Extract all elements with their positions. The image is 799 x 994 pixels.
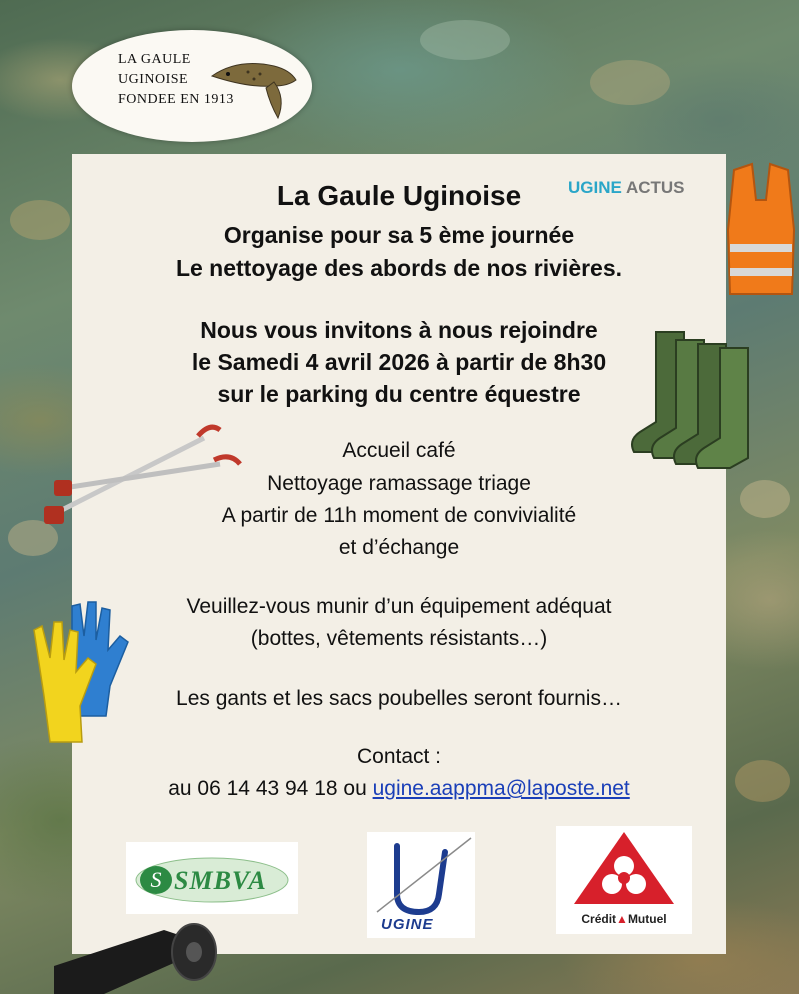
safety-vest-icon xyxy=(722,160,798,300)
club-logo-line2: UGINOISE xyxy=(118,72,189,87)
credit-mutuel-emblem-icon xyxy=(556,826,692,910)
club-logo-line1: LA GAULE xyxy=(118,52,191,67)
trash-bag-roll-icon xyxy=(44,906,224,994)
event-subtitle-2: Le nettoyage des abords de nos rivières. xyxy=(175,255,623,281)
invitation-date: le Samedi 4 avril 2026 à partir de 8h30 xyxy=(191,349,607,375)
invitation-location: sur le parking du centre équestre xyxy=(217,381,581,407)
supplies-note: Les gants et les sacs poubelles seront fournis… xyxy=(176,687,622,710)
trout-icon xyxy=(208,52,300,122)
river-stone xyxy=(735,760,790,802)
river-stone xyxy=(10,200,70,240)
ugine-label: UGINE xyxy=(381,916,434,933)
invitation-line1: Nous vous invitons à nous rejoindre xyxy=(200,317,598,343)
river-stone xyxy=(590,60,670,105)
contact-phone: au 06 14 43 94 18 ou xyxy=(168,777,367,800)
river-stone xyxy=(740,480,790,518)
program-item: et d’échange xyxy=(338,536,460,559)
mutuel-label: Mutuel xyxy=(627,912,667,926)
club-logo-line3: FONDEE EN 1913 xyxy=(118,92,234,107)
program-item: Nettoyage ramassage triage xyxy=(267,472,531,495)
river-stone xyxy=(420,20,510,60)
rubber-gloves-icon xyxy=(24,596,144,746)
svg-text:S: S xyxy=(150,867,162,892)
program-item: Accueil café xyxy=(342,439,456,462)
page-title: La Gaule Uginoise xyxy=(276,180,522,211)
event-subtitle: Organise pour sa 5 ème journée xyxy=(223,222,575,248)
contact-email-link[interactable]: ugine.aappma@laposte.net xyxy=(372,777,630,800)
credit-mutuel-small-icon: ▲ xyxy=(616,912,628,926)
equipment-line2: (bottes, vêtements résistants…) xyxy=(250,627,548,650)
credit-mutuel-logo xyxy=(556,826,692,934)
program-item: A partir de 11h moment de convivialité xyxy=(221,504,577,527)
litter-picker-icon xyxy=(34,418,244,528)
club-logo xyxy=(72,30,312,142)
equipment-line1: Veuillez-vous munir d’un équipement adéquat xyxy=(186,595,612,618)
rubber-boots-icon xyxy=(626,326,756,470)
smbva-label: SMBVA xyxy=(174,866,267,895)
contact-line xyxy=(72,777,726,801)
watermark-suffix: ACTUS xyxy=(625,178,685,197)
watermark-brand: UGINE xyxy=(568,178,622,197)
contact-label: Contact : xyxy=(356,745,442,768)
credit-mutuel-label xyxy=(556,912,692,926)
credit-label: Crédit xyxy=(581,912,617,926)
smbva-logo xyxy=(126,842,298,914)
ugine-logo xyxy=(367,832,475,938)
